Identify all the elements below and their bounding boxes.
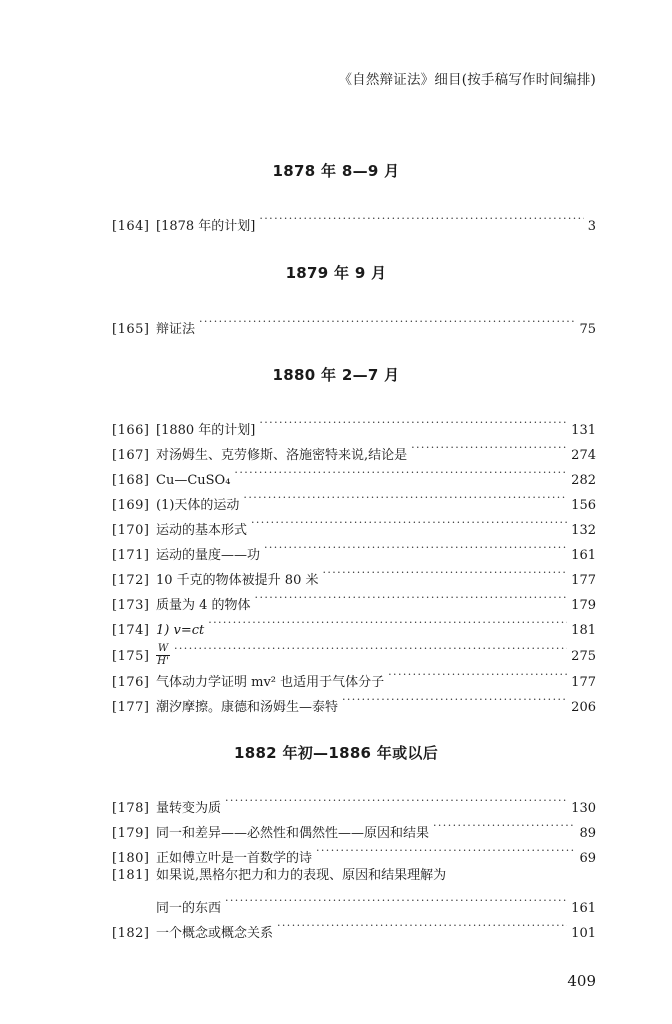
toc-entry[interactable]: [112, 208, 596, 234]
entry-title: 一个概念或概念关系: [156, 926, 274, 941]
dot-leader: [251, 512, 567, 534]
dot-leader: [234, 462, 567, 484]
entry-number: [172]: [112, 573, 150, 588]
entry-number: [167]: [112, 448, 150, 463]
dot-leader: [208, 612, 567, 634]
entry-title: 如果说,黑格尔把力和力的表现、原因和结果理解为: [156, 868, 447, 883]
entry-number: [181]: [112, 868, 150, 883]
entry-page: 130: [571, 801, 596, 816]
entry-number: [178]: [112, 801, 150, 816]
entry-title: 运动的基本形式: [156, 523, 248, 538]
entry-title: (1)天体的运动: [156, 498, 240, 513]
entry-number: [174]: [112, 623, 150, 638]
entry-title: [1880 年的计划]: [156, 423, 256, 438]
toc-entry[interactable]: [112, 412, 596, 438]
toc-entry[interactable]: [112, 437, 596, 463]
entry-page: 75: [579, 322, 596, 337]
toc-entry[interactable]: [112, 537, 596, 563]
toc-entry[interactable]: [112, 664, 596, 690]
entry-page: 161: [571, 548, 596, 563]
dot-leader: [243, 487, 567, 509]
section-heading: 1878 年 8—9 月: [272, 162, 400, 180]
entry-page: 179: [571, 598, 596, 613]
toc-entry[interactable]: [112, 840, 596, 866]
dot-leader: [255, 587, 568, 609]
toc-entry[interactable]: [112, 689, 596, 715]
entry-page: 177: [571, 675, 596, 690]
entry-number: [173]: [112, 598, 150, 613]
toc-entry[interactable]: [112, 562, 596, 588]
entry-number: [176]: [112, 675, 150, 690]
dot-leader: [411, 437, 567, 459]
entry-number: [177]: [112, 700, 150, 715]
dot-leader: [277, 915, 567, 937]
toc-entry[interactable]: [112, 790, 596, 816]
entry-number: [168]: [112, 473, 150, 488]
entry-number: [175]: [112, 649, 150, 664]
toc-entry[interactable]: [112, 587, 596, 613]
entry-page: 206: [571, 700, 596, 715]
entry-page: 3: [587, 219, 596, 234]
toc-entry-first-line[interactable]: [112, 865, 446, 887]
entry-title: 1) v=ct: [156, 623, 205, 638]
entry-number: [180]: [112, 851, 150, 866]
dot-leader: [388, 664, 567, 686]
entry-page: 101: [571, 926, 596, 941]
entry-title: 10 千克的物体被提升 80 米: [156, 573, 319, 588]
entry-title-continuation: 同一的东西: [156, 901, 222, 916]
entry-number: [179]: [112, 826, 150, 841]
entry-title: 同一和差异——必然性和偶然性——原因和结果: [156, 826, 430, 841]
entry-number: [170]: [112, 523, 150, 538]
fraction-numerator: W: [157, 643, 169, 654]
section-heading: 1882 年初—1886 年或以后: [233, 744, 439, 762]
dot-leader: [322, 562, 567, 584]
toc-entry[interactable]: [112, 512, 596, 538]
dot-leader: [174, 638, 567, 660]
toc-entry[interactable]: [112, 612, 596, 638]
toc-entry[interactable]: [112, 462, 596, 488]
entry-page: 156: [571, 498, 596, 513]
running-head: 《自然辩证法》细目(按手稿写作时间编排): [338, 72, 596, 88]
entry-title: 潮汐摩擦。康德和汤姆生—泰特: [156, 700, 339, 715]
entry-title: [1878 年的计划]: [156, 219, 256, 234]
dot-leader: [199, 311, 575, 333]
entry-title: 辩证法: [156, 322, 196, 337]
toc-entry[interactable]: [112, 638, 596, 667]
entry-page: 161: [571, 901, 596, 916]
entry-page: 177: [571, 573, 596, 588]
entry-number: [171]: [112, 548, 150, 563]
entry-number: [169]: [112, 498, 150, 513]
entry-title: Cu—CuSO₄: [156, 473, 231, 488]
entry-page: 132: [571, 523, 596, 538]
entry-number: [165]: [112, 322, 150, 337]
toc-entry[interactable]: [112, 815, 596, 841]
entry-number: [164]: [112, 219, 150, 234]
entry-page: 181: [571, 623, 596, 638]
dot-leader: [316, 840, 575, 862]
toc-entry[interactable]: [112, 311, 596, 337]
entry-page: 274: [571, 448, 596, 463]
toc-entry[interactable]: [112, 915, 596, 941]
toc-entry[interactable]: [112, 487, 596, 513]
dot-leader: [342, 689, 567, 711]
entry-title: 对汤姆生、克劳修斯、洛施密特来说,结论是: [156, 448, 408, 463]
dot-leader: [264, 537, 567, 559]
entry-title: 正如傅立叶是一首数学的诗: [156, 851, 313, 866]
toc-entry-continuation[interactable]: [156, 890, 596, 916]
entry-title: 气体动力学证明 mv² 也适用于气体分子: [156, 675, 385, 690]
entry-title: 质量为 4 的物体: [156, 598, 251, 613]
dot-leader: [225, 790, 567, 812]
entry-page: 89: [579, 826, 596, 841]
page-number: 409: [567, 972, 596, 990]
entry-number: [166]: [112, 423, 150, 438]
entry-title: 量转变为质: [156, 801, 222, 816]
entry-page: 131: [571, 423, 596, 438]
fraction-denominator: H': [157, 656, 169, 667]
entry-page: 275: [571, 649, 596, 664]
entry-page: 282: [571, 473, 596, 488]
section-heading: 1879 年 9 月: [285, 264, 387, 282]
entry-number: [182]: [112, 926, 150, 941]
dot-leader: [259, 208, 583, 230]
dot-leader: [433, 815, 575, 837]
entry-page: 69: [579, 851, 596, 866]
dot-leader: [225, 890, 567, 912]
entry-title: 运动的量度——功: [156, 548, 261, 563]
dot-leader: [259, 412, 567, 434]
section-heading: 1880 年 2—7 月: [272, 366, 400, 384]
